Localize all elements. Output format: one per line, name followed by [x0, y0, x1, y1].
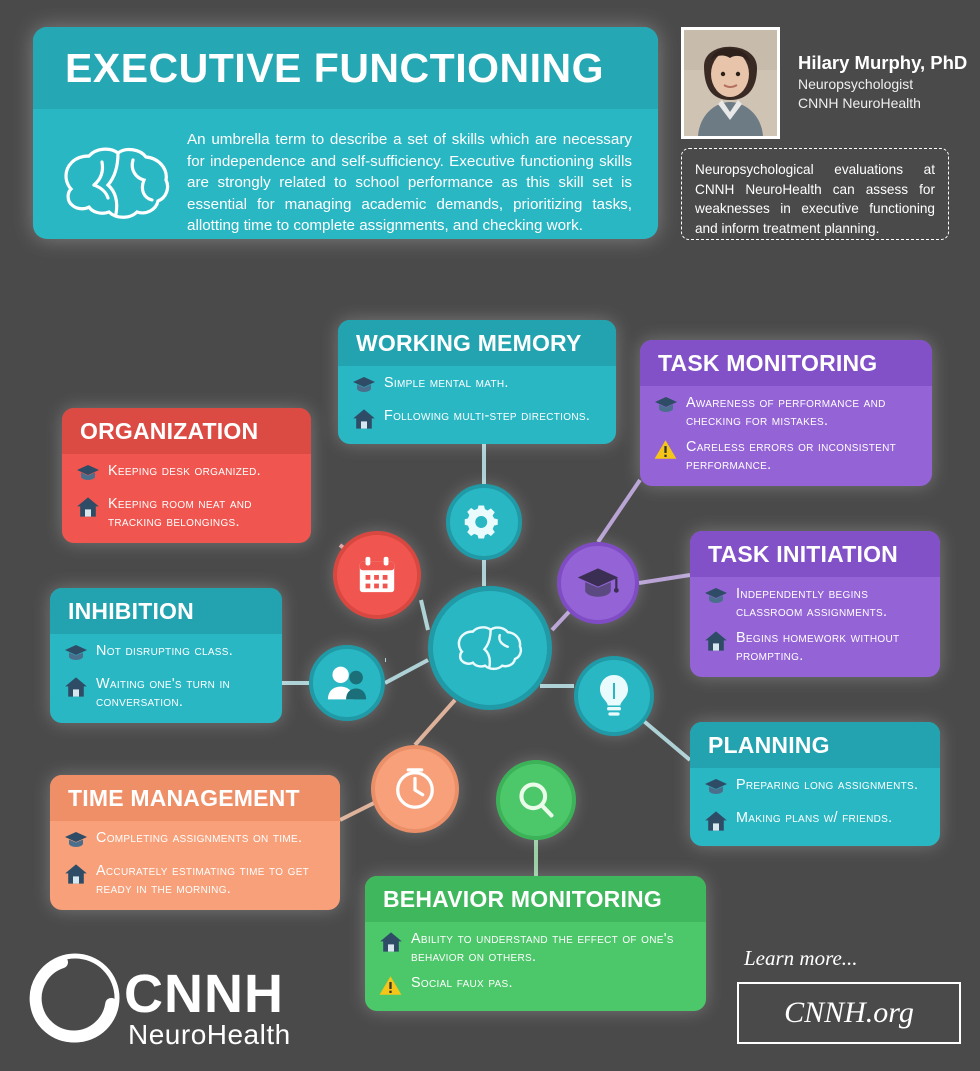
card-body	[690, 577, 940, 677]
avatar	[681, 27, 780, 139]
logo	[28, 950, 358, 1050]
list-item-text: Completing assignments on time.	[96, 830, 303, 846]
node-calendar	[333, 531, 421, 619]
list-item	[64, 863, 324, 898]
warning-icon	[379, 975, 405, 999]
list-item	[654, 395, 916, 430]
website-url-box[interactable]	[737, 982, 961, 1044]
card-body	[640, 386, 932, 486]
card-title: BEHAVIOR MONITORING	[365, 876, 706, 922]
card-body	[338, 366, 616, 444]
list-item-text: Simple mental math.	[384, 375, 509, 391]
list-item-text: Preparing long assignments.	[736, 777, 919, 793]
header-title-bar	[33, 27, 658, 109]
list-item-text: Careless errors or inconsistent performance.	[686, 439, 897, 473]
list-item-text: Accurately estimating time to get ready in the morning.	[96, 863, 310, 897]
list-item-text: Making plans w/ friends.	[736, 810, 893, 826]
author-organization: CNNH NeuroHealth	[798, 95, 921, 111]
home-icon	[352, 408, 378, 432]
home-icon	[64, 676, 90, 700]
card-time-management	[50, 775, 340, 910]
graduation-cap-icon	[64, 830, 90, 854]
card-body	[50, 634, 282, 723]
svg-text:NeuroHealth: NeuroHealth	[128, 1019, 291, 1050]
graduation-cap-icon	[704, 586, 730, 610]
card-task-initiation	[690, 531, 940, 677]
list-item	[704, 777, 924, 801]
card-title: TIME MANAGEMENT	[50, 775, 340, 821]
list-item	[704, 586, 924, 621]
card-title: WORKING MEMORY	[338, 320, 616, 366]
svg-text:CNNH: CNNH	[124, 964, 284, 1024]
list-item-text: Not disrupting class.	[96, 643, 234, 659]
website-url: CNNH.org	[784, 996, 914, 1029]
card-body	[690, 768, 940, 846]
card-title: INHIBITION	[50, 588, 282, 634]
graduation-cap-icon	[352, 375, 378, 399]
list-item-text: Awareness of performance and checking for mistakes.	[686, 395, 886, 429]
list-item	[76, 463, 295, 487]
home-icon	[704, 630, 730, 654]
list-item	[379, 975, 690, 999]
card-working-memory	[338, 320, 616, 444]
card-body	[50, 821, 340, 910]
list-item-text: Independently begins classroom assignments.	[736, 586, 888, 620]
card-behavior-monitoring	[365, 876, 706, 1011]
list-item-text: Keeping room neat and tracking belongings.	[108, 496, 252, 530]
list-item	[64, 830, 324, 854]
home-icon	[704, 810, 730, 834]
list-item	[352, 375, 600, 399]
list-item	[64, 676, 266, 711]
list-item	[379, 931, 690, 966]
node-people	[309, 645, 385, 721]
card-body	[62, 454, 311, 543]
card-inhibition	[50, 588, 282, 723]
warning-icon	[654, 439, 680, 463]
learn-more-label: Learn more...	[744, 946, 858, 970]
card-title: PLANNING	[690, 722, 940, 768]
home-icon	[379, 931, 405, 955]
node-center-brain	[428, 586, 552, 710]
header-body	[33, 109, 658, 237]
node-magnifier	[496, 760, 576, 840]
graduation-cap-icon	[64, 643, 90, 667]
author-role: Neuropsychologist	[798, 76, 914, 92]
list-item-text: Keeping desk organized.	[108, 463, 261, 479]
list-item	[704, 630, 924, 665]
node-lightbulb	[574, 656, 654, 736]
list-item-text: Social faux pas.	[411, 975, 513, 992]
node-graduation-cap	[557, 542, 639, 624]
list-item	[76, 496, 295, 531]
graduation-cap-icon	[654, 395, 680, 419]
graduation-cap-icon	[704, 777, 730, 801]
card-title: TASK MONITORING	[640, 340, 932, 386]
card-title: TASK INITIATION	[690, 531, 940, 577]
header-description: An umbrella term to describe a set of skills which are necessary for independence and self-sufficiency. Executive functioning skills are strongly related to school performance as this skill set is essential for managing academic demands, prioritizing tasks, allotting time to complete assignments, and checking work.	[187, 131, 632, 235]
list-item-text: Begins homework without prompting.	[736, 630, 900, 664]
home-icon	[64, 863, 90, 887]
graduation-cap-icon	[76, 463, 102, 487]
card-title: ORGANIZATION	[62, 408, 311, 454]
page-title: EXECUTIVE FUNCTIONING	[65, 44, 604, 91]
list-item	[64, 643, 266, 667]
list-item-text: Ability to understand the effect of one's behavior on others.	[411, 931, 674, 965]
list-item	[654, 439, 916, 474]
brain-icon	[47, 123, 187, 237]
home-icon	[76, 496, 102, 520]
author-name: Hilary Murphy, PhD	[798, 52, 968, 73]
card-organization	[62, 408, 311, 543]
card-task-monitoring	[640, 340, 932, 486]
list-item-text: Waiting one's turn in conversation.	[96, 676, 231, 710]
card-planning	[690, 722, 940, 846]
list-item	[352, 408, 600, 432]
callout-box: Neuropsychological evaluations at CNNH NeuroHealth can assess for weaknesses in executive functioning and inform treatment planning.	[681, 148, 949, 240]
card-body	[365, 922, 706, 1011]
list-item	[704, 810, 924, 834]
node-clock	[371, 745, 459, 833]
header-card	[33, 27, 658, 239]
list-item-text: Following multi-step directions.	[384, 408, 591, 424]
node-gears	[446, 484, 522, 560]
